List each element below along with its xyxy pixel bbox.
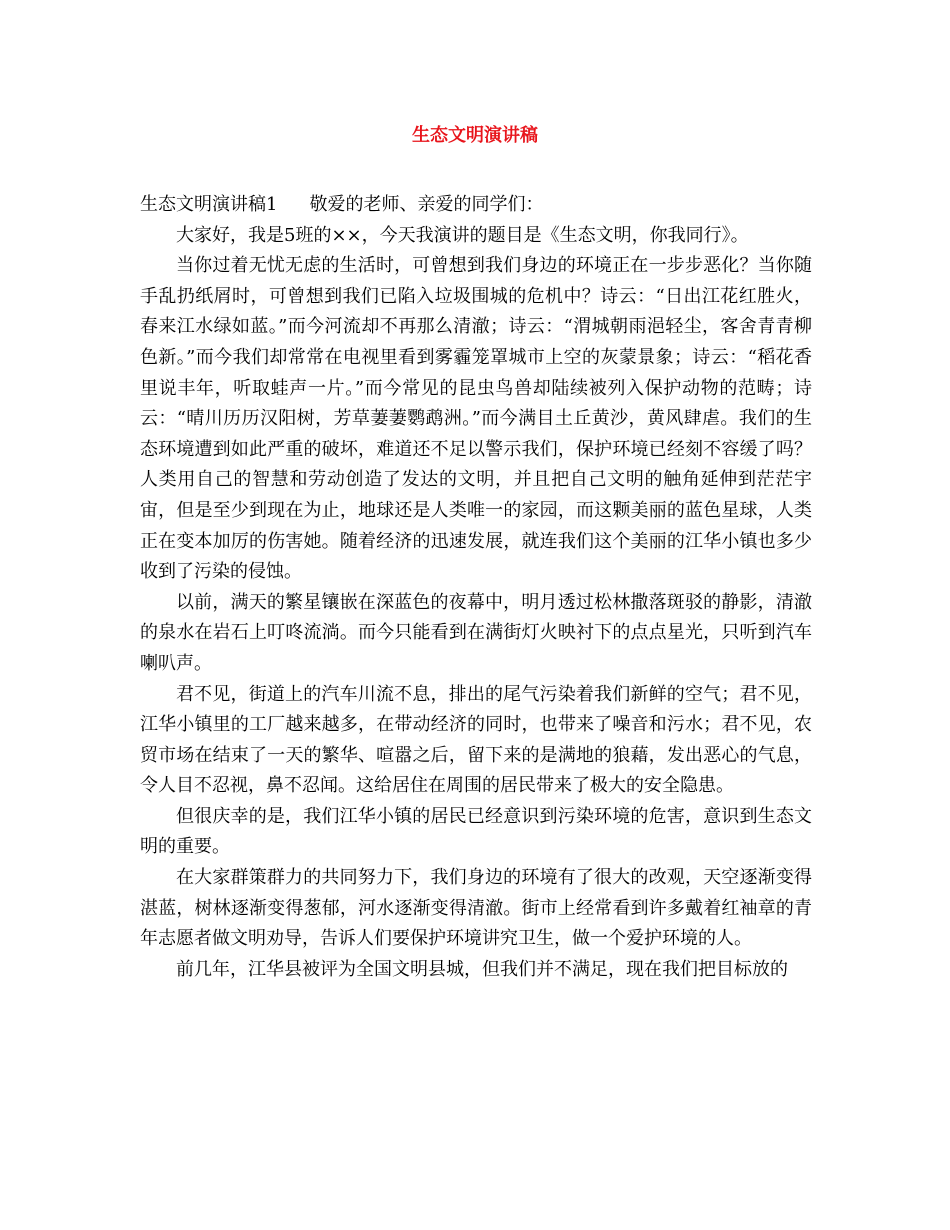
paragraph-2: 当你过着无忧无虑的生活时，可曾想到我们身边的环境正在一步步恶化？当你随手乱扔纸屑时，可曾想到我们已陷入垃圾围城的危机中？诗云：“日出江花红胜火，春来江水绿如蓝。”而今河流却不再那么清澈；诗云：“渭城朝雨浥轻尘，客舍青青柳色新。”而今我们却常常在电视里看到雾霾笼罩城市上空的灰蒙景象；诗云：“稻花香里说丰年，听取蛙声一片。”而今常见的昆虫鸟兽却陆续被列入保护动物的范畴；诗云：“晴川历历汉阳树，芳草萋萋鹦鹉洲。”而今满目土丘黄沙，黄风肆虐。我们的生态环境遭到如此严重的破坏，难道还不足以警示我们，保护环境已经刻不容缓了吗？人类用自己的智慧和劳动创造了发达的文明，并且把自己文明的触角延伸到茫茫宇宙，但是至少到现在为止，地球还是人类唯一的家园，而这颗美丽的蓝色星球，人类正在变本加厉的伤害她。随着经济的迅速发展，就连我们这个美丽的江华小镇也多少收到了污染的侵蚀。 [140,255,812,583]
document-title: 生态文明演讲稿 [412,125,538,146]
paragraph-7: 前几年，江华县被评为全国文明县城，但我们并不满足，现在我们把目标放的 [176,958,788,980]
opening-line [140,190,812,221]
paragraph-4: 君不见，街道上的汽车川流不息，排出的尾气污染着我们新鲜的空气；君不见，江华小镇里的工厂越来越多，在带动经济的同时，也带来了噪音和污水；君不见，农贸市场在结束了一天的繁华、喧嚣之后，留下来的是满地的狼藉，发出恶心的气息，令人目不忍视，鼻不忍闻。这给居住在周围的居民带来了极大的安全隐患。 [140,683,812,797]
salutation: 敬爱的老师、亲爱的同学们： [309,194,544,215]
paragraph-5: 但很庆幸的是，我们江华小镇的居民已经意识到污染环境的危害，意识到生态文明的重要。 [140,805,812,858]
section-heading: 生态文明演讲稿1 [140,194,278,215]
paragraph-3: 以前，满天的繁星镶嵌在深蓝色的夜幕中，明月透过松林撒落斑驳的静影，清澈的泉水在岩石上叮咚流淌。而今只能看到在满街灯火映衬下的点点星光，只听到汽车喇叭声。 [140,591,812,674]
document-body [140,190,812,985]
paragraph-1: 大家好，我是5班的××，今天我演讲的题目是《生态文明，你我同行》。 [176,224,749,246]
paragraph-6: 在大家群策群力的共同努力下，我们身边的环境有了很大的改观，天空逐渐变得湛蓝，树林逐渐变得葱郁，河水逐渐变得清澈。街市上经常看到许多戴着红袖章的青年志愿者做文明劝导，告诉人们要保护环境讲究卫生，做一个爱护环境的人。 [140,867,812,950]
